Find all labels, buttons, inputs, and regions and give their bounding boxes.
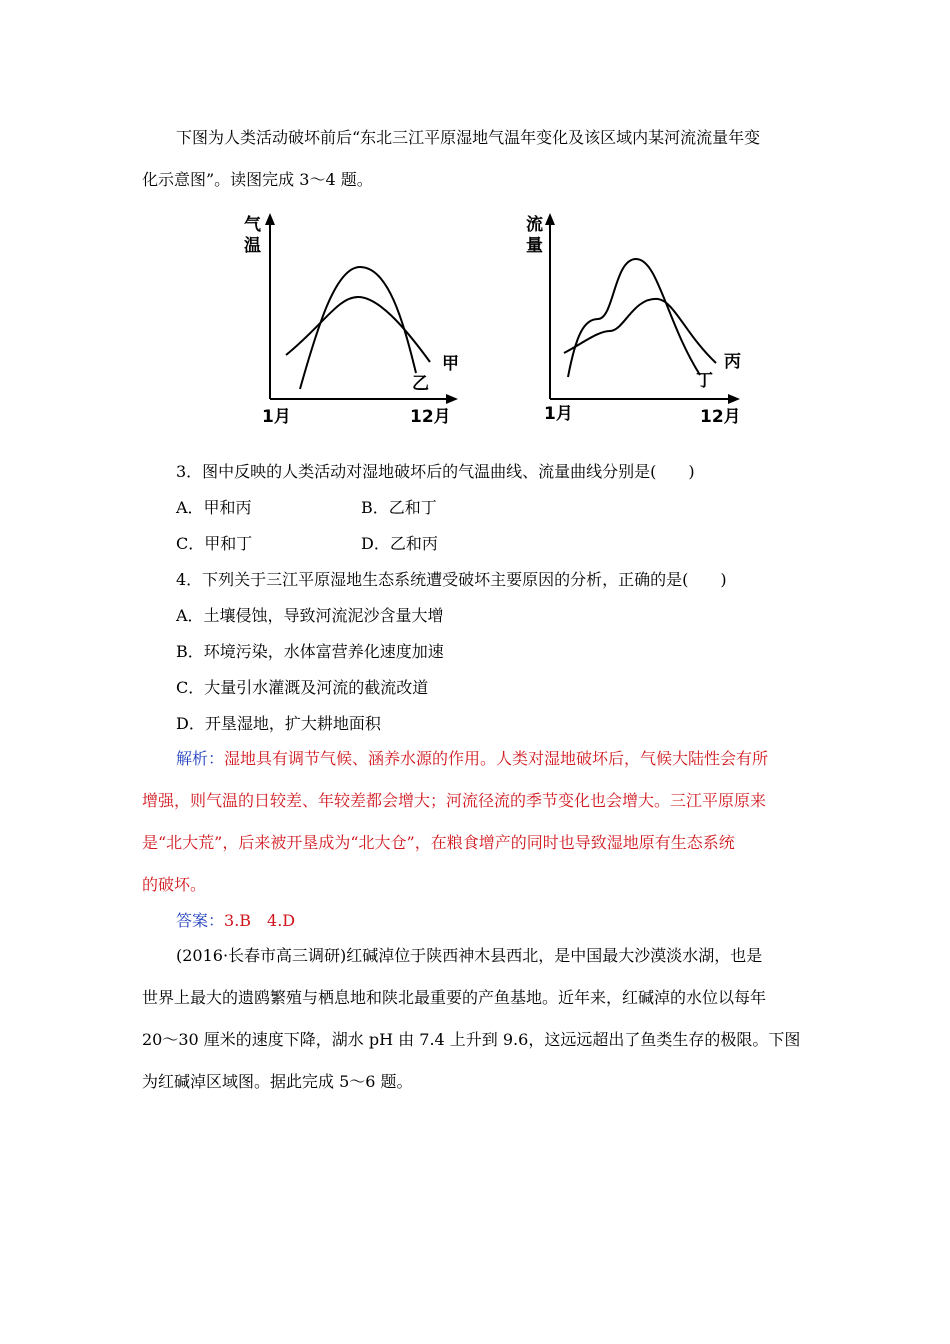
q3-option-b: B．乙和丁 [361,498,437,517]
right-y-label-2: 量 [526,236,543,256]
left-curve-label-jia: 甲 [442,354,459,374]
left-x-end: 12月 [410,407,451,427]
right-curve-bing [564,299,716,363]
figure-svg [238,205,750,430]
right-x-end: 12月 [700,407,741,427]
left-y-arrow [265,213,275,225]
q4-option-a: A．土壤侵蚀，导致河流泥沙含量大增 [176,606,444,625]
passage-line-2: 世界上最大的遗鸥繁殖与栖息地和陕北最重要的产鱼基地。近年来，红碱淖的水位以每年 [142,988,767,1007]
analysis-line-3: 是“北大荒”，后来被开垦成为“北大仓”，在粮食增产的同时也导致湿地原有生态系统 [142,833,735,852]
left-curve-label-yi: 乙 [412,374,429,394]
left-x-arrow [446,394,458,404]
q3-option-d: D．乙和丙 [361,534,438,553]
q3-option-c: C．甲和丁 [176,534,253,553]
intro-line-1: 下图为人类活动破坏前后“东北三江平原湿地气温年变化及该区域内某河流流量年变 [176,128,761,147]
left-chart [244,213,459,427]
right-x-arrow [728,394,740,404]
left-y-label-2: 温 [244,236,261,256]
answer-text: 3.B 4.D [224,911,296,930]
q3-stem: 3．图中反映的人类活动对湿地破坏后的气温曲线、流量曲线分别是( ) [176,462,695,481]
q4-stem: 4．下列关于三江平原湿地生态系统遭受破坏主要原因的分析，正确的是( ) [176,570,727,589]
figure-climate-runoff [238,205,750,430]
q4-option-b: B．环境污染，水体富营养化速度加速 [176,642,444,661]
right-chart [526,213,741,427]
left-curve-yi [300,267,416,389]
right-curve-label-ding: 丁 [696,371,713,391]
analysis-line-4: 的破坏。 [142,875,207,894]
answer-label: 答案： [176,911,225,930]
answer-line [176,911,295,931]
right-x-start: 1月 [544,404,573,424]
q4-option-d: D．开垦湿地，扩大耕地面积 [176,714,381,733]
q3-option-a: A．甲和丙 [176,498,252,517]
left-y-label-1: 气 [244,215,261,235]
passage-line-1: (2016·长春市高三调研)红碱淖位于陕西神木县西北，是中国最大沙漠淡水湖，也是 [176,946,763,965]
analysis-text-1: 湿地具有调节气候、涵养水源的作用。人类对湿地破坏后，气候大陆性会有所 [224,749,769,768]
analysis-line-2: 增强，则气温的日较差、年较差都会增大；河流径流的季节变化也会增大。三江平原原来 [142,791,767,810]
left-curve-jia [286,297,430,362]
passage-line-3: 20～30 厘米的速度下降，湖水 pH 由 7.4 上升到 9.6，这远远超出了鱼类生存的极限。下图 [142,1030,801,1049]
left-x-start: 1月 [262,407,291,427]
right-curve-label-bing: 丙 [724,352,741,372]
intro-line-2: 化示意图”。读图完成 3～4 题。 [142,170,373,189]
passage-line-4: 为红碱淖区域图。据此完成 5～6 题。 [142,1072,413,1091]
right-y-arrow [545,213,555,225]
q4-option-c: C．大量引水灌溉及河流的截流改道 [176,678,429,697]
analysis-line-1 [176,749,768,769]
right-y-label-1: 流 [526,215,543,235]
analysis-label: 解析： [176,749,225,768]
